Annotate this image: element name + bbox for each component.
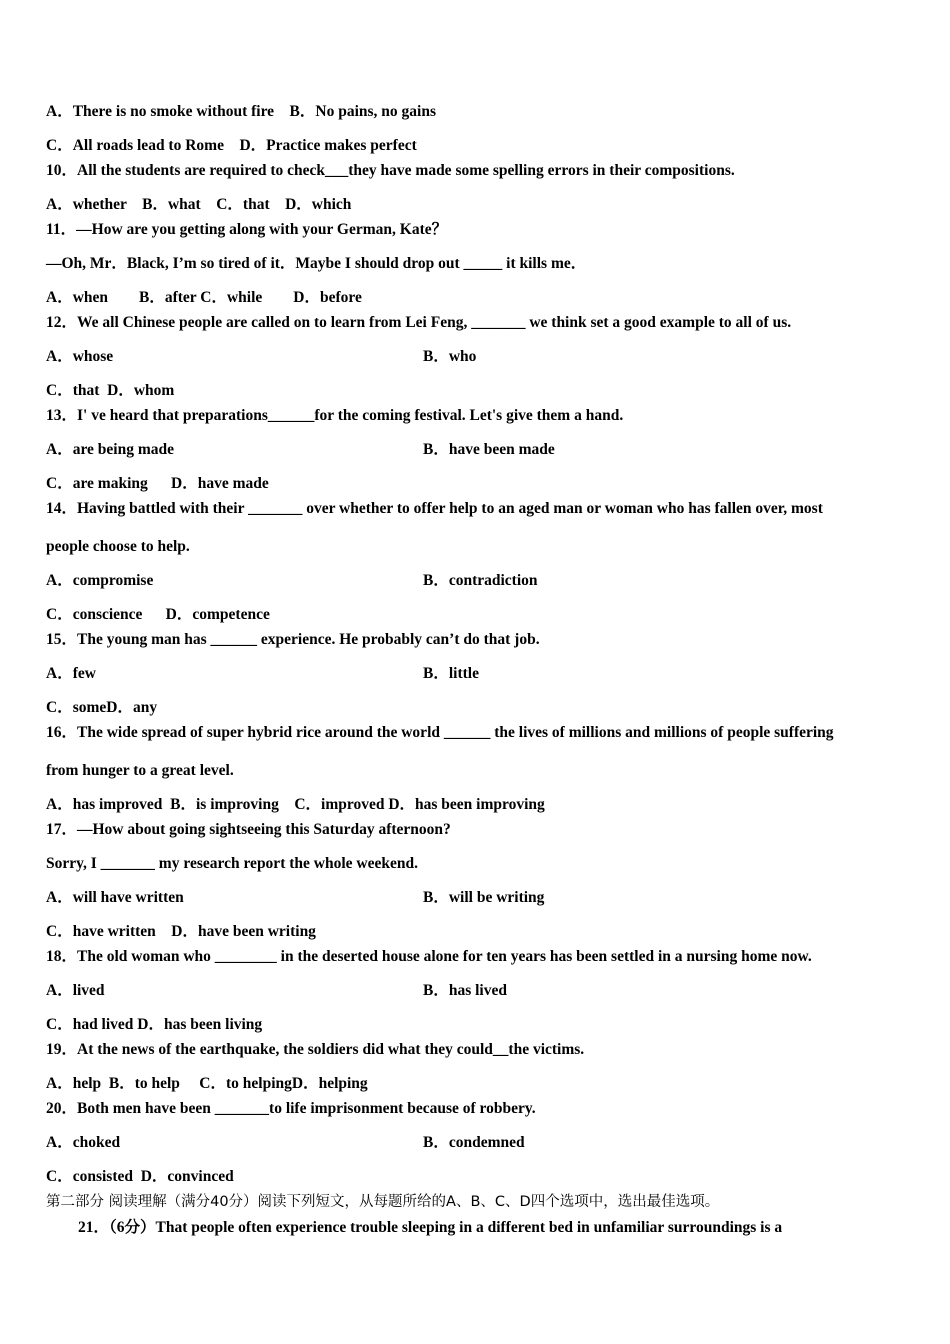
option-left: A．are being made	[46, 441, 175, 458]
answer-options-row	[46, 347, 477, 367]
question-text: 18．The old woman who ________ in the deserted house alone for ten years has been settled in a nursing home now.	[46, 948, 812, 965]
answer-options-row: C．conscience D．competence	[46, 606, 270, 623]
question-text: 10．All the students are required to check___they have made some spelling errors in their compositions.	[46, 162, 735, 179]
answer-options-row: A．has improved B．is improving C．improved D．has been improving	[46, 796, 545, 813]
answer-options-row: C．are making D．have made	[46, 475, 269, 492]
option-left: A．choked	[46, 1134, 121, 1151]
option-left: A．compromise	[46, 572, 154, 589]
answer-options-row	[46, 1133, 525, 1153]
answer-options-row	[46, 571, 538, 591]
question-text: —Oh, Mr．Black, I’m so tired of it．Maybe I should drop out _____ it kills me．	[46, 255, 587, 272]
question-text: from hunger to a great level.	[46, 762, 234, 779]
option-right: B．contradiction	[423, 572, 538, 589]
option-left: A．lived	[46, 982, 105, 999]
question-text: 11．—How are you getting along with your German, Kate？	[46, 221, 448, 238]
question-text: 17．—How about going sightseeing this Saturday afternoon?	[46, 821, 451, 838]
option-right: B．who	[423, 348, 477, 365]
question-text: 12．We all Chinese people are called on to learn from Lei Feng, _______ we think set a good example to all of us.	[46, 314, 792, 331]
question-text: 19．At the news of the earthquake, the soldiers did what they could__the victims.	[46, 1041, 585, 1058]
question-text: 20．Both men have been _______to life imprisonment because of robbery.	[46, 1100, 536, 1117]
question-text: 13．I' ve heard that preparations______for the coming festival. Let's give them a hand.	[46, 407, 624, 424]
option-right: B．condemned	[423, 1134, 525, 1151]
answer-options-row	[46, 888, 545, 908]
option-left: A．few	[46, 665, 96, 682]
answer-options-row: C．had lived D．has been living	[46, 1016, 263, 1033]
question-text: 15．The young man has ______ experience. He probably can’t do that job.	[46, 631, 540, 648]
question-text: 21．（6分）That people often experience trouble sleeping in a different bed in unfamiliar surroundings is a	[78, 1219, 783, 1236]
answer-options-row: A．when B．after C．while D．before	[46, 289, 362, 306]
answer-options-row	[46, 440, 555, 460]
option-right: B．have been made	[423, 441, 555, 458]
answer-options-row: C．have written D．have been writing	[46, 923, 316, 940]
answer-options-row	[46, 664, 479, 684]
question-text: 16．The wide spread of super hybrid rice around the world ______ the lives of millions and millions of people suffering	[46, 724, 834, 741]
answer-options-row: C．consisted D．convinced	[46, 1168, 234, 1185]
section-heading: 第二部分 阅读理解（满分40分）阅读下列短文，从每题所给的A、B、C、D四个选项中，选出最佳选项。	[46, 1194, 720, 1210]
option-right: B．little	[423, 665, 479, 682]
answer-options-row: C．All roads lead to Rome D．Practice makes perfect	[46, 137, 417, 154]
answer-options-row	[46, 981, 507, 1001]
option-left: A．whose	[46, 348, 114, 365]
option-left: A．will have written	[46, 889, 184, 906]
answer-options-row: A．There is no smoke without fire B．No pains, no gains	[46, 103, 436, 120]
option-right: B．has lived	[423, 982, 507, 999]
answer-options-row: A．help B．to help C．to helpingD．helping	[46, 1075, 368, 1092]
question-text: people choose to help.	[46, 538, 190, 555]
question-text: Sorry, I _______ my research report the whole weekend.	[46, 855, 418, 872]
answer-options-row: A．whether B．what C．that D．which	[46, 196, 352, 213]
question-text: 14．Having battled with their _______ over whether to offer help to an aged man or woman who has fallen over, most	[46, 500, 823, 517]
answer-options-row: C．someD．any	[46, 699, 158, 716]
answer-options-row: C．that D．whom	[46, 382, 175, 399]
option-right: B．will be writing	[423, 889, 545, 906]
